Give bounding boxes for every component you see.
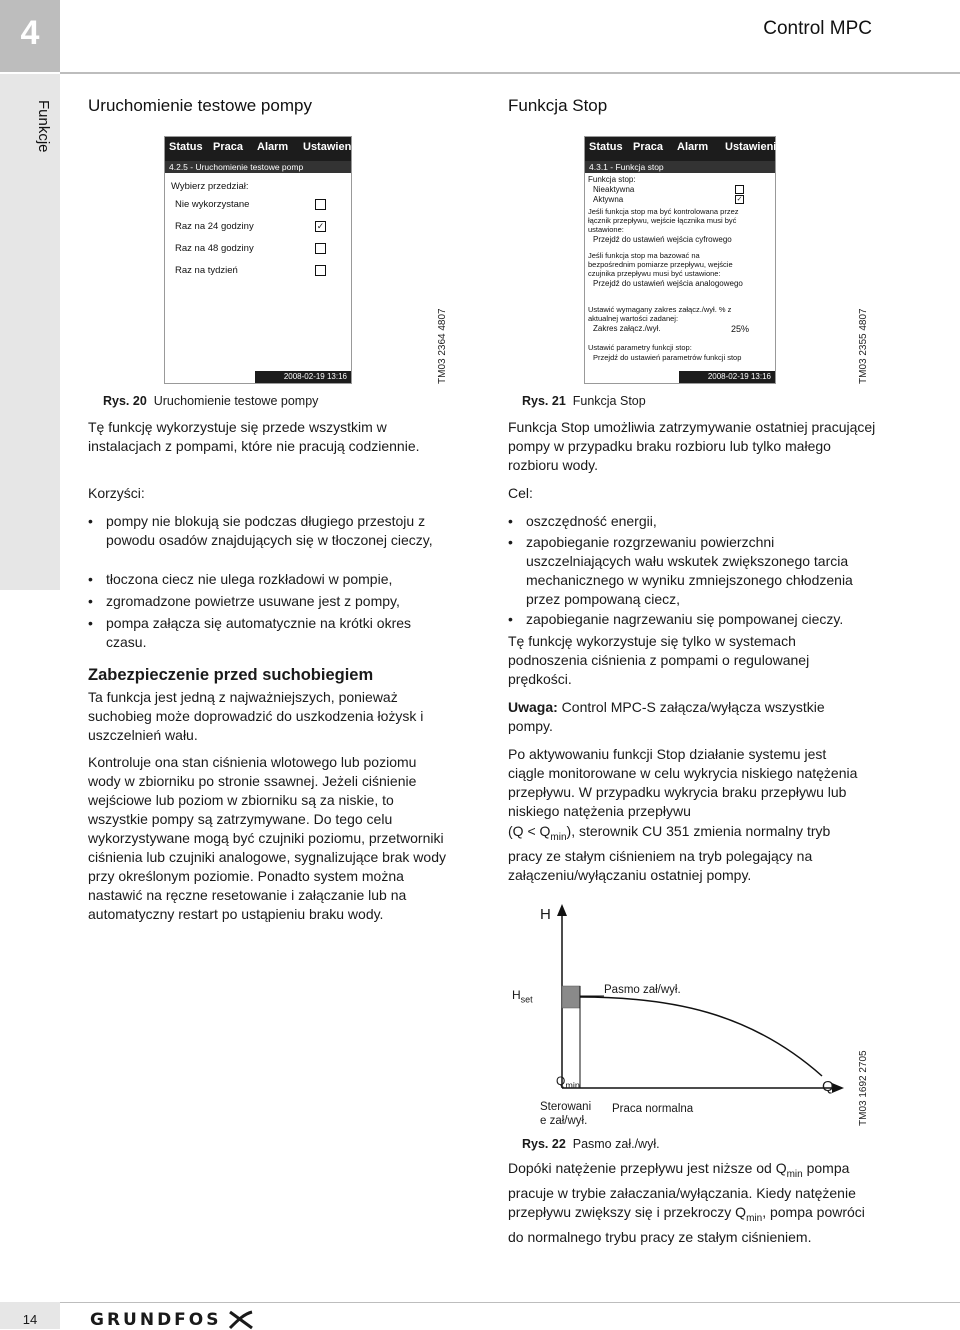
screen-line: Przejdź do ustawień wejścia cyfrowego	[593, 235, 732, 244]
note-label: Uwaga:	[508, 699, 558, 715]
screen-tab-status: Status	[589, 141, 623, 153]
figure-caption	[522, 1137, 660, 1151]
tm-code: TM03 1692 2705	[858, 1050, 869, 1126]
option-label: Raz na tydzień	[175, 265, 238, 276]
section-paragraph: Ta funkcja jest jedną z najważniejszych, ponieważ suchobieg może doprowadzić do uszkodzenia łożysk i uszczelnień wału.	[88, 689, 424, 743]
logo-x-icon	[228, 1310, 254, 1330]
screen-tab-praca: Praca	[213, 141, 243, 153]
screen-tab-praca: Praca	[633, 141, 663, 153]
diagram-qmin-label: $Q_{min}$	[556, 1074, 580, 1091]
sidebar-label: Funkcje	[35, 100, 52, 153]
list-item: • zgromadzone powietrze usuwane jest z pompy,	[88, 593, 400, 609]
chapter-number: 4	[20, 14, 40, 52]
footer-divider	[60, 1302, 960, 1303]
tm-code: TM03 2364 4807	[437, 308, 448, 384]
option-checkbox	[315, 243, 326, 254]
caption-text: Funkcja Stop	[572, 394, 646, 408]
left-heading: Uruchomienie testowe pompy	[88, 96, 312, 115]
diagram-axis-q: Q	[822, 1078, 834, 1095]
screen-line: aktualnej wartości zadanej:	[588, 314, 679, 323]
screen-test-run	[164, 136, 361, 384]
screen-line: bezpośrednim pomiarze przepływu, wejście	[588, 260, 733, 269]
list-item: • pompa załącza się automatycznie na krótki okres czasu.	[88, 615, 412, 650]
goal-label: Cel:	[508, 485, 533, 501]
tm-code: TM03 2355 4807	[858, 308, 869, 384]
option-checkbox	[315, 265, 326, 276]
screen-timestamp: 2008-02-19 13:16	[679, 371, 775, 383]
screen-line: Nieaktywna	[593, 185, 635, 194]
caption-number: Rys. 20	[103, 394, 147, 408]
screen-tab-status: Status	[169, 141, 203, 153]
y-axis-arrow	[557, 904, 567, 916]
header-title: Control MPC	[763, 18, 872, 39]
screen-line: Przejdź do ustawień parametrów funkcji stop	[593, 353, 742, 362]
screen-line: ustawione:	[588, 225, 624, 234]
x-axis-arrow	[832, 1083, 844, 1093]
screen-tab-alarm: Alarm	[677, 141, 709, 153]
section-heading: Zabezpieczenie przed suchobiegiem	[88, 666, 374, 684]
caption-text: Uruchomienie testowe pompy	[153, 394, 319, 408]
option-checkbox-checked: ✓	[316, 221, 325, 231]
benefits-label: Korzyści:	[88, 485, 145, 501]
option-checkbox	[315, 199, 326, 210]
caption-number: Rys. 21	[522, 394, 566, 408]
screen-tab-ustawienia: Ustawienia	[303, 141, 361, 153]
pump-curve	[580, 997, 822, 1076]
list-item: • zapobieganie rozgrzewaniu powierzchni uszczelniających wału wskutek zwiększonego tarcia mechanicznego w wyniku zmniejszonego chłodzenia przez pompowaną ciecz,	[508, 534, 853, 607]
option-label: Nie wykorzystane	[175, 199, 250, 210]
caption-text: Pasmo zał./wył.	[572, 1137, 660, 1151]
paragraph: Po aktywowaniu funkcji Stop działanie systemu jest ciągle monitorowane w celu wykrycia niskiego natężenia przepływu. W przypadku wykrycia braku przepływu lub niskiego natężenia przepływu	[508, 746, 858, 819]
screen-subtitle: 4.2.5 - Uruchomienie testowe pomp	[165, 161, 351, 173]
left-intro: Tę funkcję wykorzystuje się przede wszystkim w instalacjach z pompami, które nie pracują codziennie.	[88, 419, 420, 454]
diagram-onoff-label: Sterowani e zał/wył.	[540, 1101, 592, 1127]
figure-caption	[522, 394, 646, 408]
screen-tab-ustawienia: Ustawienia	[725, 141, 783, 153]
on-off-band	[562, 986, 580, 1008]
list-item: • tłoczona ciecz nie ulega rozkładowi w pompie,	[88, 571, 393, 587]
caption-number: Rys. 22	[522, 1137, 566, 1151]
figure-caption	[103, 394, 318, 408]
diagram-hset-label: $H_{set}$	[512, 988, 533, 1005]
screen-line: Ustawić wymagany zakres załącz./wył. % z	[588, 305, 732, 314]
screen-subtitle: 4.3.1 - Funkcja stop	[585, 161, 775, 173]
paragraph: $(Q < Q_{min})$, sterownik CU 351 zmienia normalny tryb pracy ze stałym ciśnieniem na tryb polegający na załączeniu/wyłączaniu ostatniej pompy.	[508, 823, 831, 883]
screen-timestamp: 2008-02-19 13:16	[255, 371, 351, 383]
paragraph: Tę funkcję wykorzystuje się tylko w systemach podnoszenia ciśnienia z pompami o regulowanej prędkości.	[508, 633, 810, 687]
diagram-normal-label: Praca normalna	[612, 1103, 694, 1115]
screen-line: Zakres załącz./wył.	[593, 324, 661, 333]
screen-line: Jeśli funkcja stop ma bazować na	[588, 251, 700, 260]
section-paragraph: Kontroluje ona stan ciśnienia wlotowego lub poziomu wody w zbiorniku po stronie ssawnej. Jeżeli ciśnienie wejściowe lub poziom w zbiorniku są za niskie, to wszystkie pompy są zatrzymywane. Do tego celu wykorzystywane mogą być czujniki poziomu, przetworniki ciśnienia lub czujniki analogowe, sygnalizujące brak wody przy określonym poziomie. Ponadto system można nastawić na ręczne resetowanie i załączanie lub na automatyczny restart po ustąpieniu braku wody.	[88, 754, 446, 922]
note-text: Control MPC-S załącza/wyłącza wszystkie pompy.	[508, 699, 825, 734]
screen-tab-alarm: Alarm	[257, 141, 289, 153]
on-off-band-diagram	[500, 900, 860, 1132]
screen-line: Ustawić parametry funkcji stop:	[588, 343, 692, 352]
screen-value: 25%	[731, 324, 750, 334]
screen-tabs	[165, 137, 361, 161]
list-item: • oszczędność energii,	[508, 513, 657, 529]
screen-line: łącznik przepływu, wejście łącznika musi być	[588, 216, 737, 225]
option-label: Raz na 24 godziny	[175, 221, 254, 232]
screen-tabs	[585, 137, 783, 161]
screen-prompt: Wybierz przedział:	[171, 181, 249, 192]
right-heading: Funkcja Stop	[508, 96, 608, 115]
list-item: • pompy nie blokują sie podczas długiego przestoju z powodu osadów znajdujących się w tłoczonej cieczy,	[88, 513, 433, 548]
screen-line: Aktywna	[593, 195, 624, 204]
list-item: • zapobieganie nagrzewaniu się pompowanej cieczy.	[508, 611, 844, 627]
note-paragraph	[508, 698, 858, 736]
right-intro: Funkcja Stop umożliwia zatrzymywanie ostatniej pracującej pompy w przypadku braku rozbioru lub tylko małego rozbioru wody.	[508, 419, 876, 473]
screen-line: czujnika przepływu musi być ustawione:	[588, 269, 721, 278]
option-checkbox-checked: ✓	[736, 196, 743, 203]
option-checkbox	[735, 185, 744, 194]
screen-line: Przejdź do ustawień wejścia analogowego	[593, 279, 743, 288]
screen-stop-function	[584, 136, 783, 384]
logo-text: GRUNDFOS	[90, 1310, 222, 1330]
option-label: Raz na 48 godziny	[175, 243, 254, 254]
header-divider	[60, 72, 960, 74]
diagram-axis-h: H	[540, 906, 551, 923]
screen-line: Jeśli funkcja stop ma być kontrolowana przez	[588, 207, 739, 216]
brand-logo	[90, 1310, 254, 1330]
diagram-band-label: Pasmo zał/wył.	[604, 984, 681, 996]
screen-line: Funkcja stop:	[588, 175, 636, 184]
final-paragraph: Dopóki natężenie przepływu jest niższe od $Q_{min}$ pompa pracuje w trybie załaczania/wyłączania. Kiedy natężenie przepływu zwiększy się i przekroczy $Q_{min}$, pompa powróci do normalnego trybu pracy ze stałym ciśnieniem.	[508, 1160, 865, 1245]
page-number: 14	[22, 1312, 38, 1327]
